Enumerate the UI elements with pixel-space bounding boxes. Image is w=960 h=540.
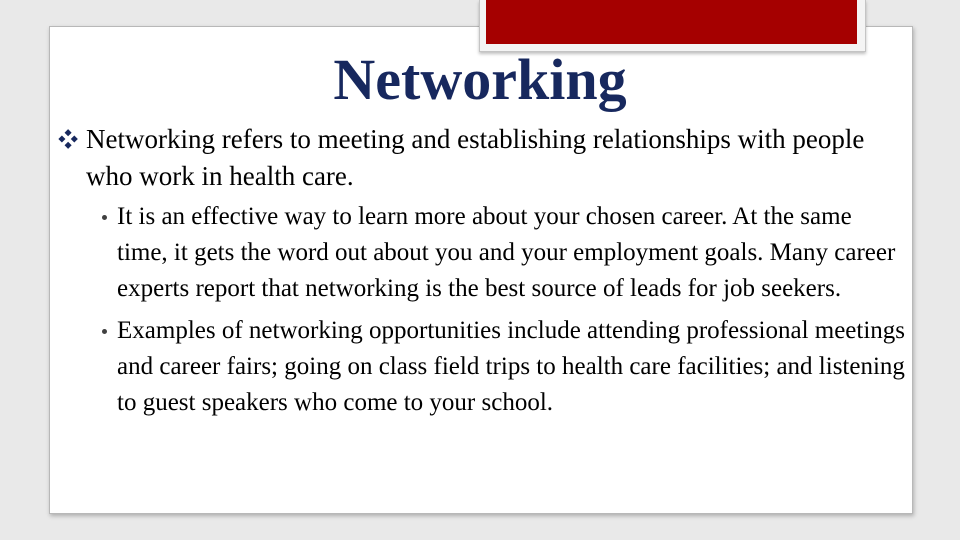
accent-bar [486,0,857,44]
main-bullet-point [58,121,898,195]
main-bullet-text: Networking refers to meeting and establishing relationships with people who work in health care. [86,124,865,191]
dot-bullet-icon [102,329,107,334]
dot-bullet-icon [102,215,107,220]
sub-bullet-item [108,199,908,307]
sub-bullet-item [108,313,908,421]
sub-bullet-text: Examples of networking opportunities include attending professional meetings and career fairs; going on class field trips to health care facilities; and listening to guest speakers who come to your school. [117,317,906,416]
sub-bullet-text: It is an effective way to learn more about your chosen career. At the same time, it gets the word out about you and your employment goals. Many career experts report that networking is the best source of leads for job seekers. [117,203,896,302]
slide-title: Networking [333,47,627,112]
diamond-quad-bullet-icon [58,129,80,151]
sub-bullet-list [108,199,908,427]
